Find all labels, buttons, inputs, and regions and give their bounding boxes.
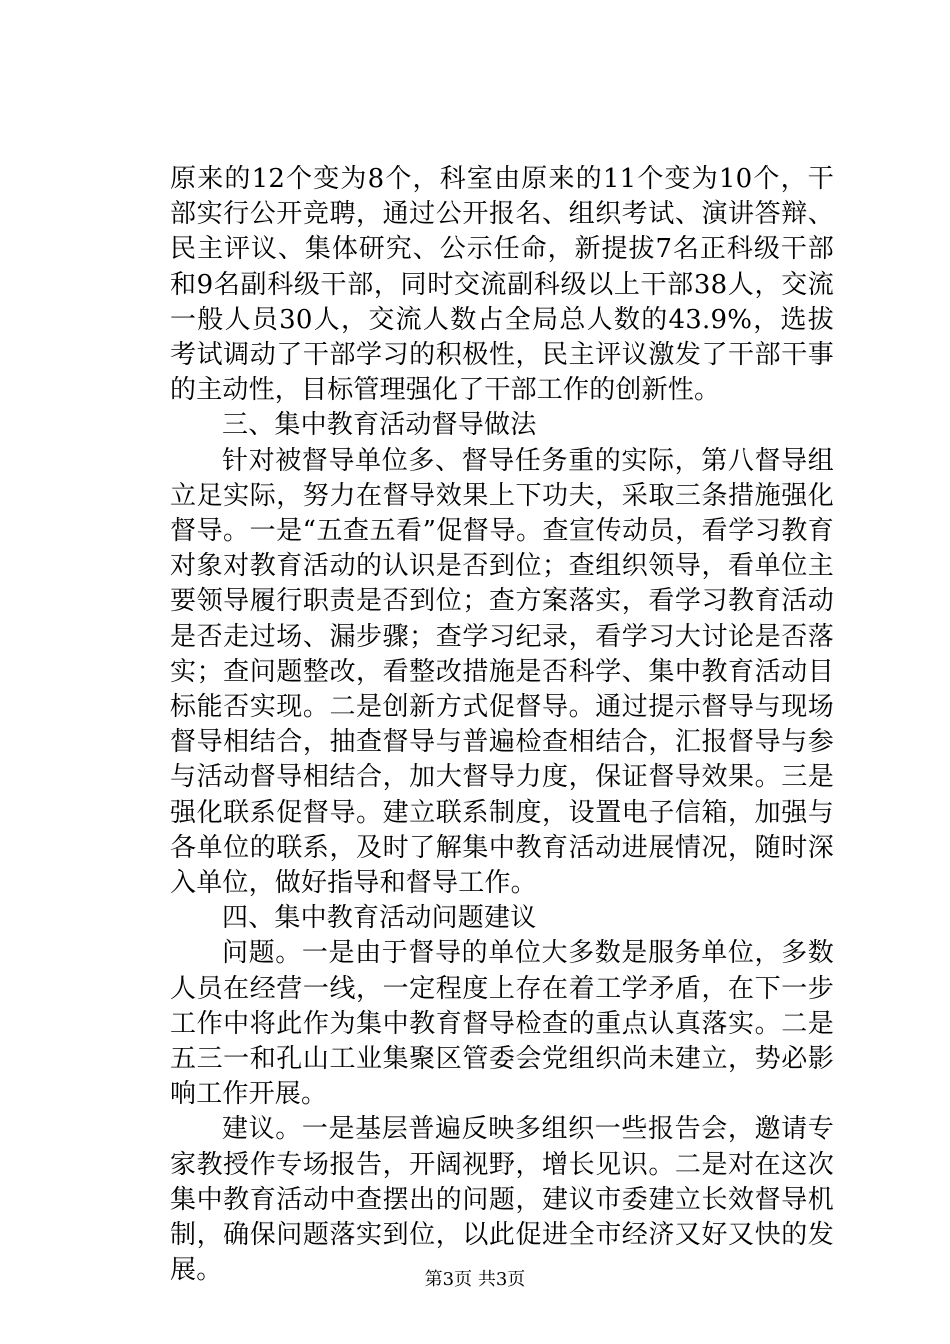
paragraph-problems: 问题。一是由于督导的单位大多数是服务单位，多数人员在经营一线，一定程度上存在着工学矛盾，在下一步工作中将此作为集中教育督导检查的重点认真落实。二是五三一和孔山工业集聚区管委会党组织尚未建立，势必影响工作开展。 [170, 938, 834, 1110]
section-heading-4: 四、集中教育活动问题建议 [222, 903, 537, 934]
document-body [170, 162, 834, 1289]
paragraph-1: 原来的12个变为8个，科室由原来的11个变为10个，干部实行公开竞聘，通过公开报名、组织考试、演讲答辩、民主评议、集体研究、公示任命，新提拔7名正科级干部和9名副科级干部，同时交流副科级以上干部38人，交流一般人员30人，交流人数占全局总人数的43.9%，选拔考试调动了干部学习的积极性，民主评议激发了干部干事的主动性，目标管理强化了干部工作的创新性。 [170, 164, 834, 406]
page-footer: 第3页 共3页 [424, 1269, 526, 1290]
paragraph-2: 针对被督导单位多、督导任务重的实际，第八督导组立足实际，努力在督导效果上下功夫，采取三条措施强化督导。一是“五查五看”促督导。查宣传动员，看学习教育对象对教育活动的认识是否到位；查组织领导，看单位主要领导履行职责是否到位；查方案落实，看学习教育活动是否走过场、漏步骤；查学习纪录，看学习大讨论是否落实；查问题整改，看整改措施是否科学、集中教育活动目标能否实现。二是创新方式促督导。通过提示督导与现场督导相结合，抽查督导与普遍检查相结合，汇报督导与参与活动督导相结合，加大督导力度，保证督导效果。三是强化联系促督导。建立联系制度，设置电子信箱，加强与各单位的联系，及时了解集中教育活动进展情况，随时深入单位，做好指导和督导工作。 [170, 445, 834, 899]
section-heading-3: 三、集中教育活动督导做法 [222, 410, 537, 441]
paragraph-suggestions: 建议。一是基层普遍反映多组织一些报告会，邀请专家教授作专场报告，开阔视野，增长见识。二是对在这次集中教育活动中查摆出的问题，建议市委建立长效督导机制，确保问题落实到位，以此促进全市经济又好又快的发展。 [170, 1114, 834, 1286]
